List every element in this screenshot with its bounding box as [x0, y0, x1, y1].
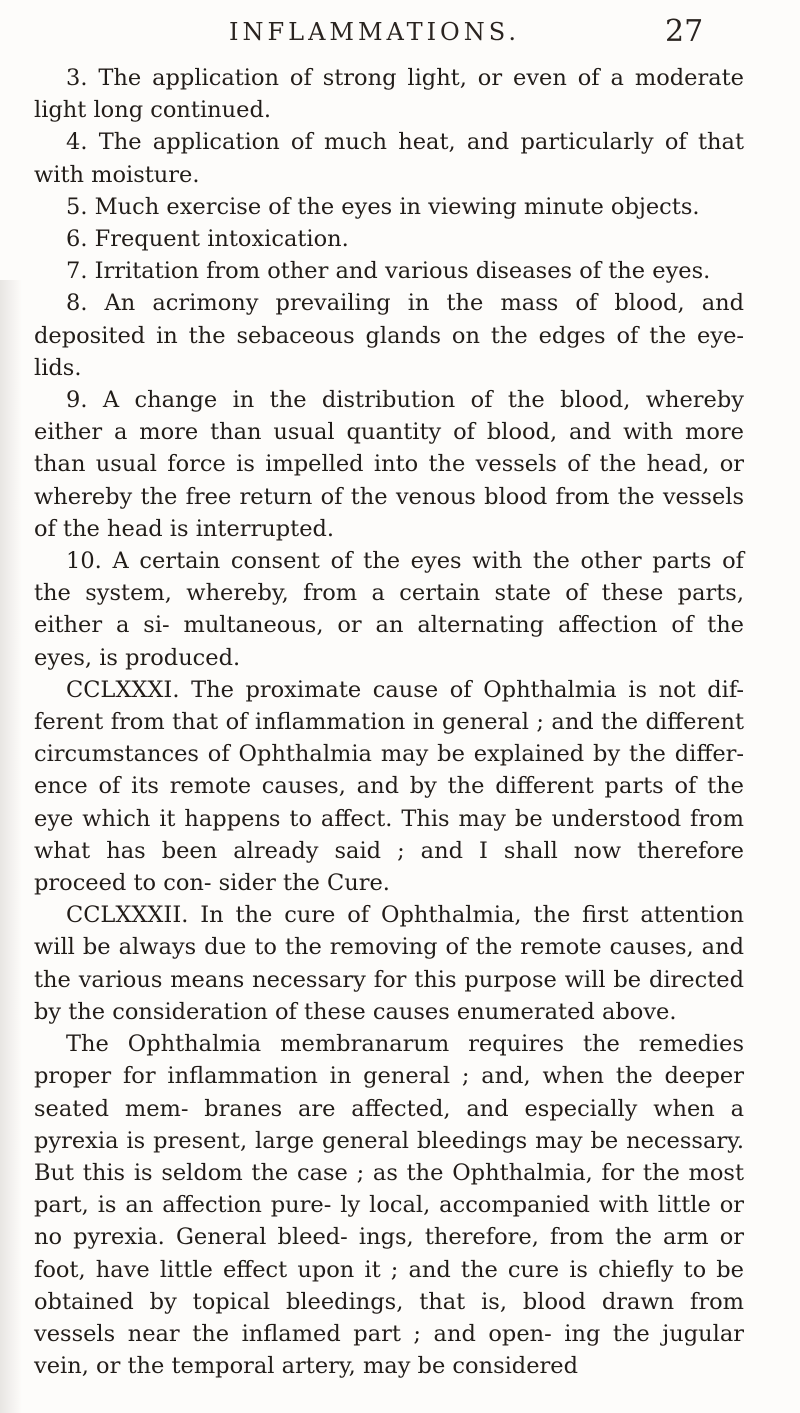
paragraph-cause-5: 5. Much exercise of the eyes in viewing minute objects.	[66, 193, 700, 220]
running-title: INFLAMMATIONS.	[229, 18, 520, 46]
page-number: 27	[665, 14, 704, 49]
paragraph-cause-3: 3. The application of strong light, or even of a moderate light long continued.	[34, 65, 744, 124]
paragraph-cause-10: 10. A certain consent of the eyes with the other parts of the system, whereby, from a certain state of these parts, either a si- multaneous, or an alternating affection of the eyes, is produced.	[34, 548, 744, 671]
paragraph-cause-4: 4. The application of much heat, and particularly of that with moisture.	[34, 129, 744, 188]
body-text	[34, 62, 744, 1382]
paragraph-cause-7: 7. Irritation from other and various diseases of the eyes.	[66, 258, 711, 285]
paragraph-cause-6: 6. Frequent intoxication.	[66, 226, 349, 253]
binding-gutter-shadow	[0, 280, 22, 1413]
running-head	[0, 10, 800, 50]
paragraph-ophthalmia-membranarum: The Ophthalmia membranarum requires the remedies proper for inflammation in general ; and, when the deeper seated mem- branes are affected, and especially when a pyrexia is present, large general bleedings may be necessary. But this is seldom the case ; as the Ophthalmia, for the most part, is an affection pure- ly local, accompanied with little or no pyrexia. General bleed- ings, therefore, from the arm or foot, have little effect upon it ; and the cure is chiefly to be obtained by topical bleedings, that is, blood drawn from vessels near the inflamed part ; and open- ing the jugular vein, or the temporal artery, may be considered	[34, 1031, 744, 1380]
paragraph-cause-9: 9. A change in the distribution of the blood, whereby either a more than usual quantity of blood, and with more than usual force is impelled into the vessels of the head, or whereby the free return of the venous blood from the vessels of the head is interrupted.	[34, 387, 744, 542]
paragraph-cclxxxii: CCLXXXII. In the cure of Ophthalmia, the first attention will be always due to the removing of the remote causes, and the various means necessary for this purpose will be directed by the consideration of these causes enumerated above.	[34, 902, 744, 1025]
paragraph-cclxxxi: CCLXXXI. The proximate cause of Ophthalmia is not dif- ferent from that of inflammation in general ; and the different circumstances of Ophthalmia may be explained by the differ- ence of its remote causes, and by the different parts of the eye which it happens to affect. This may be understood from what has been already said ; and I shall now therefore proceed to con- sider the Cure.	[34, 676, 744, 897]
paragraph-cause-8: 8. An acrimony prevailing in the mass of blood, and deposited in the sebaceous glands on the edges of the eye-lids.	[34, 290, 744, 381]
